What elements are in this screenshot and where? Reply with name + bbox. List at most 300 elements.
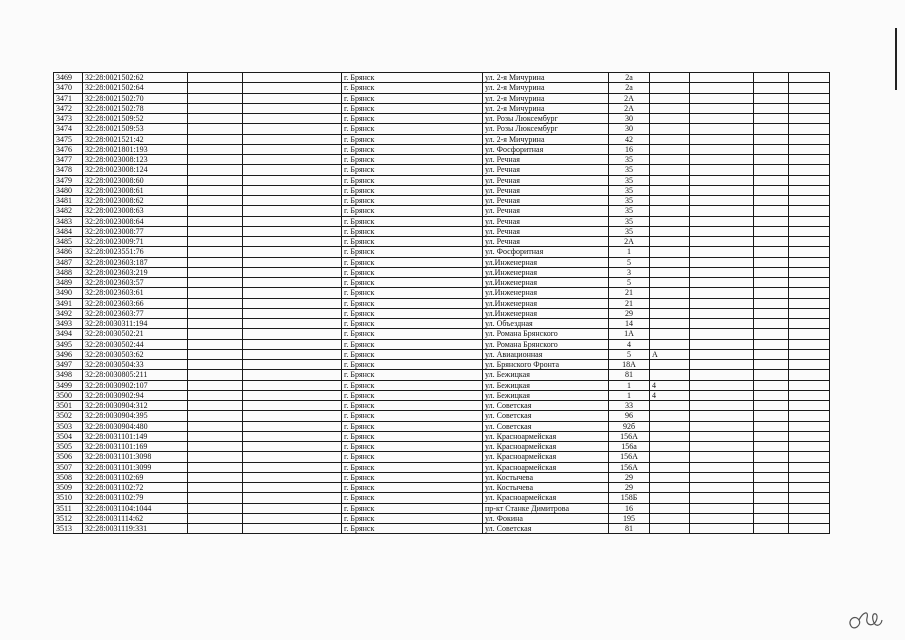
cell-empty [789,257,830,267]
cell-empty [243,483,342,493]
cell-extra [650,503,690,513]
cell-cad: 32:28:0021509:52 [83,114,188,124]
cell-empty [188,319,243,329]
cell-empty [789,339,830,349]
cell-empty [188,206,243,216]
cell-empty [188,329,243,339]
cell-house: 2А [609,237,650,247]
cell-house: 2А [609,93,650,103]
table-row [54,83,830,93]
table-row [54,380,830,390]
cell-city: г. Брянск [342,524,483,534]
cell-city: г. Брянск [342,216,483,226]
cell-cad: 32:28:0023603:57 [83,278,188,288]
cell-cad: 32:28:0031114:62 [83,513,188,523]
cell-empty [754,360,789,370]
cell-house: 5 [609,278,650,288]
cell-house: 156а [609,442,650,452]
cell-num: 3484 [54,226,83,236]
cell-num: 3512 [54,513,83,523]
cell-num: 3474 [54,124,83,134]
table-row [54,298,830,308]
cell-num: 3486 [54,247,83,257]
cell-empty [754,319,789,329]
cell-city: г. Брянск [342,278,483,288]
cell-num: 3493 [54,319,83,329]
cell-empty [243,165,342,175]
cell-empty [690,165,754,175]
cell-empty [789,452,830,462]
cell-empty [188,524,243,534]
cell-empty [754,390,789,400]
cell-empty [789,483,830,493]
handwritten-signature [845,604,885,634]
cell-cad: 32:28:0023009:71 [83,237,188,247]
cell-empty [754,247,789,257]
cell-house: 18А [609,360,650,370]
cell-empty [754,452,789,462]
cell-house: 156А [609,431,650,441]
cell-street: ул. Речная [483,185,609,195]
cell-house: 92б [609,421,650,431]
cell-empty [690,380,754,390]
cell-num: 3496 [54,349,83,359]
cell-empty [754,216,789,226]
cell-empty [243,472,342,482]
cell-empty [243,196,342,206]
cell-num: 3476 [54,144,83,154]
cell-cad: 32:28:0030904:480 [83,421,188,431]
cell-empty [243,503,342,513]
cell-cad: 32:28:0031102:79 [83,493,188,503]
cell-empty [690,298,754,308]
cell-house: 96 [609,411,650,421]
cell-empty [754,431,789,441]
cell-extra [650,185,690,195]
cell-empty [188,93,243,103]
cell-empty [690,114,754,124]
cell-extra [650,421,690,431]
cell-extra [650,524,690,534]
cell-street: ул. Бежицкая [483,370,609,380]
cell-num: 3489 [54,278,83,288]
cell-empty [690,308,754,318]
cell-extra: 4 [650,380,690,390]
cell-empty [243,339,342,349]
cell-empty [754,83,789,93]
cell-extra [650,278,690,288]
cell-empty [690,421,754,431]
cell-cad: 32:28:0030502:21 [83,329,188,339]
cell-empty [690,73,754,83]
cell-empty [789,370,830,380]
table-row [54,196,830,206]
cell-empty [188,226,243,236]
cell-empty [690,339,754,349]
cell-city: г. Брянск [342,390,483,400]
cell-street: ул. Речная [483,206,609,216]
cell-num: 3477 [54,155,83,165]
cell-empty [243,267,342,277]
cell-extra [650,493,690,503]
cell-num: 3504 [54,431,83,441]
cell-cad: 32:28:0023603:61 [83,288,188,298]
cell-empty [188,360,243,370]
cell-extra [650,483,690,493]
cell-cad: 32:28:0021502:70 [83,93,188,103]
cell-empty [789,360,830,370]
cell-num: 3490 [54,288,83,298]
cell-cad: 32:28:0023551:76 [83,247,188,257]
cell-empty [243,380,342,390]
cell-num: 3500 [54,390,83,400]
cell-empty [188,380,243,390]
cell-cad: 32:28:0023603:77 [83,308,188,318]
cell-empty [690,401,754,411]
cell-num: 3485 [54,237,83,247]
cell-empty [690,442,754,452]
cell-empty [243,237,342,247]
cell-city: г. Брянск [342,267,483,277]
cell-city: г. Брянск [342,144,483,154]
cell-empty [188,134,243,144]
cell-city: г. Брянск [342,319,483,329]
cell-empty [188,308,243,318]
cell-extra [650,226,690,236]
cell-empty [690,134,754,144]
cell-street: ул. Авиационная [483,349,609,359]
cell-empty [789,503,830,513]
cell-empty [243,431,342,441]
cell-empty [188,247,243,257]
cell-extra [650,411,690,421]
cell-street: ул. Костычева [483,472,609,482]
cell-empty [188,462,243,472]
cell-empty [789,237,830,247]
cell-extra [650,472,690,482]
cell-empty [690,370,754,380]
cell-extra [650,319,690,329]
table-row [54,103,830,113]
cell-empty [188,370,243,380]
cell-num: 3481 [54,196,83,206]
cell-empty [188,339,243,349]
cell-street: ул. Фосфоритная [483,144,609,154]
property-registry-table [53,72,830,534]
cell-cad: 32:28:0031101:3098 [83,452,188,462]
table-row [54,513,830,523]
cell-empty [789,421,830,431]
cell-empty [690,483,754,493]
cell-empty [754,288,789,298]
cell-street: ул.Инженерная [483,278,609,288]
cell-empty [754,114,789,124]
cell-city: г. Брянск [342,513,483,523]
cell-city: г. Брянск [342,349,483,359]
cell-empty [754,493,789,503]
cell-empty [690,513,754,523]
cell-empty [188,401,243,411]
cell-num: 3482 [54,206,83,216]
cell-cad: 32:28:0023008:62 [83,196,188,206]
cell-empty [754,298,789,308]
table-row [54,483,830,493]
cell-empty [690,83,754,93]
cell-empty [754,370,789,380]
cell-street: ул. Брянского Фронта [483,360,609,370]
cell-empty [243,83,342,93]
cell-empty [690,93,754,103]
cell-street: ул. Объездная [483,319,609,329]
cell-empty [243,185,342,195]
cell-cad: 32:28:0031119:331 [83,524,188,534]
cell-num: 3501 [54,401,83,411]
cell-empty [690,288,754,298]
cell-empty [690,390,754,400]
cell-num: 3488 [54,267,83,277]
cell-city: г. Брянск [342,483,483,493]
cell-empty [690,319,754,329]
cell-empty [754,134,789,144]
cell-empty [243,124,342,134]
cell-empty [188,83,243,93]
table-row [54,175,830,185]
cell-city: г. Брянск [342,339,483,349]
table-row [54,288,830,298]
cell-empty [754,513,789,523]
cell-house: 35 [609,216,650,226]
cell-city: г. Брянск [342,421,483,431]
cell-extra [650,165,690,175]
cell-empty [754,155,789,165]
cell-street: ул. 2-я Мичурина [483,103,609,113]
cell-empty [789,524,830,534]
cell-empty [690,431,754,441]
cell-empty [789,165,830,175]
cell-empty [243,288,342,298]
cell-empty [690,472,754,482]
cell-house: 16 [609,144,650,154]
cell-house: 30 [609,124,650,134]
table-body [54,73,830,534]
cell-empty [243,298,342,308]
cell-cad: 32:28:0030902:107 [83,380,188,390]
cell-house: 1 [609,390,650,400]
cell-empty [789,216,830,226]
cell-empty [188,73,243,83]
cell-empty [754,380,789,390]
cell-empty [243,144,342,154]
table-row [54,401,830,411]
table-row [54,308,830,318]
cell-house: 29 [609,472,650,482]
cell-extra [650,257,690,267]
cell-num: 3498 [54,370,83,380]
cell-city: г. Брянск [342,493,483,503]
cell-empty [690,452,754,462]
cell-empty [188,483,243,493]
cell-empty [188,298,243,308]
cell-cad: 32:28:0023603:219 [83,267,188,277]
cell-extra [650,308,690,318]
cell-empty [789,206,830,216]
cell-house: 3 [609,267,650,277]
cell-city: г. Брянск [342,175,483,185]
cell-num: 3494 [54,329,83,339]
cell-street: ул.Инженерная [483,288,609,298]
table-row [54,267,830,277]
cell-street: ул. Розы Люксембург [483,114,609,124]
table-row [54,247,830,257]
cell-empty [754,165,789,175]
cell-empty [789,493,830,503]
cell-empty [188,421,243,431]
table-row [54,411,830,421]
cell-empty [754,257,789,267]
cell-empty [690,329,754,339]
cell-street: ул. 2-я Мичурина [483,134,609,144]
table-row [54,524,830,534]
cell-empty [789,390,830,400]
cell-extra [650,73,690,83]
cell-empty [188,257,243,267]
cell-street: ул. Красноармейская [483,431,609,441]
cell-empty [754,144,789,154]
cell-street: ул.Инженерная [483,298,609,308]
cell-street: ул. Речная [483,175,609,185]
cell-num: 3469 [54,73,83,83]
table-row [54,185,830,195]
cell-empty [754,278,789,288]
cell-house: 2а [609,83,650,93]
cell-city: г. Брянск [342,411,483,421]
cell-extra [650,206,690,216]
cell-extra [650,360,690,370]
cell-empty [789,380,830,390]
cell-empty [188,442,243,452]
cell-empty [188,144,243,154]
cell-num: 3497 [54,360,83,370]
cell-empty [690,206,754,216]
cell-house: 42 [609,134,650,144]
table-row [54,503,830,513]
cell-empty [789,411,830,421]
cell-empty [243,206,342,216]
cell-empty [243,73,342,83]
cell-cad: 32:28:0030504:33 [83,360,188,370]
cell-city: г. Брянск [342,442,483,452]
cell-empty [243,257,342,267]
cell-empty [243,93,342,103]
cell-num: 3510 [54,493,83,503]
cell-num: 3502 [54,411,83,421]
cell-empty [243,401,342,411]
cell-empty [243,390,342,400]
cell-num: 3506 [54,452,83,462]
cell-num: 3480 [54,185,83,195]
cell-empty [789,134,830,144]
cell-empty [690,124,754,134]
cell-empty [789,83,830,93]
cell-empty [789,185,830,195]
cell-empty [243,247,342,257]
cell-num: 3472 [54,103,83,113]
cell-extra [650,452,690,462]
cell-empty [690,411,754,421]
cell-cad: 32:28:0021502:64 [83,83,188,93]
table-row [54,144,830,154]
cell-empty [243,513,342,523]
cell-empty [188,196,243,206]
cell-empty [243,278,342,288]
table-row [54,462,830,472]
cell-cad: 32:28:0030503:62 [83,349,188,359]
cell-street: ул. Речная [483,196,609,206]
cell-num: 3473 [54,114,83,124]
cell-num: 3505 [54,442,83,452]
cell-house: 1 [609,380,650,390]
cell-house: 5 [609,257,650,267]
cell-cad: 32:28:0030902:94 [83,390,188,400]
cell-empty [789,319,830,329]
cell-empty [243,319,342,329]
cell-city: г. Брянск [342,452,483,462]
cell-empty [243,175,342,185]
cell-house: 4 [609,339,650,349]
cell-empty [188,452,243,462]
cell-cad: 32:28:0021801:193 [83,144,188,154]
cell-empty [690,196,754,206]
cell-empty [188,165,243,175]
cell-num: 3495 [54,339,83,349]
table-row [54,493,830,503]
cell-num: 3491 [54,298,83,308]
table-row [54,360,830,370]
cell-cad: 32:28:0030311:194 [83,319,188,329]
cell-house: 156А [609,462,650,472]
cell-extra [650,513,690,523]
cell-empty [754,524,789,534]
cell-house: 21 [609,288,650,298]
cell-empty [789,114,830,124]
cell-empty [789,93,830,103]
cell-empty [754,185,789,195]
cell-empty [789,298,830,308]
cell-city: г. Брянск [342,93,483,103]
cell-empty [754,472,789,482]
cell-street: ул. Красноармейская [483,493,609,503]
cell-empty [690,462,754,472]
cell-empty [690,524,754,534]
cell-extra [650,401,690,411]
cell-cad: 32:28:0023008:77 [83,226,188,236]
cell-empty [789,329,830,339]
cell-empty [243,134,342,144]
cell-empty [754,421,789,431]
cell-street: ул. 2-я Мичурина [483,93,609,103]
cell-cad: 32:28:0030502:44 [83,339,188,349]
cell-street: ул. Речная [483,155,609,165]
cell-cad: 32:28:0031101:149 [83,431,188,441]
cell-empty [789,267,830,277]
cell-house: 81 [609,370,650,380]
cell-house: 1А [609,329,650,339]
cell-extra [650,247,690,257]
cell-house: 21 [609,298,650,308]
cell-extra [650,93,690,103]
cell-street: ул. Речная [483,216,609,226]
cell-city: г. Брянск [342,503,483,513]
